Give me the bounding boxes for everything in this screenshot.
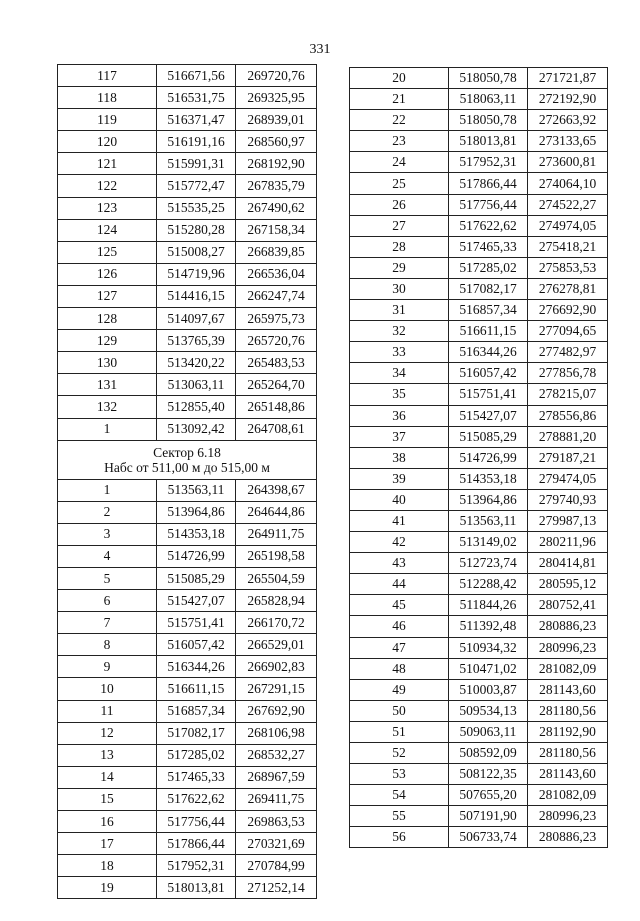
point-number-cell: 121 — [58, 153, 157, 175]
point-number-cell: 4 — [58, 545, 157, 567]
coordinate-x-cell: 515280,28 — [157, 219, 236, 241]
coordinate-x-cell: 515085,29 — [449, 426, 528, 447]
coordinate-y-cell: 274064,10 — [528, 173, 608, 194]
table-row — [58, 263, 317, 285]
point-number-cell: 20 — [350, 68, 449, 89]
coordinate-y-cell: 277856,78 — [528, 363, 608, 384]
table-row — [350, 447, 608, 468]
coordinate-y-cell: 280886,23 — [528, 827, 608, 848]
point-number-cell: 41 — [350, 510, 449, 531]
coordinate-x-cell: 517756,44 — [449, 194, 528, 215]
table-row — [58, 109, 317, 131]
coordinate-y-cell: 281192,90 — [528, 721, 608, 742]
point-number-cell: 6 — [58, 590, 157, 612]
coordinate-x-cell: 517866,44 — [449, 173, 528, 194]
point-number-cell: 43 — [350, 553, 449, 574]
coordinate-x-cell: 509534,13 — [449, 700, 528, 721]
table-row — [58, 175, 317, 197]
point-number-cell: 18 — [58, 855, 157, 877]
point-number-cell: 45 — [350, 595, 449, 616]
point-number-cell: 50 — [350, 700, 449, 721]
table-row — [58, 523, 317, 545]
coordinate-y-cell: 266170,72 — [236, 612, 317, 634]
table-row — [58, 833, 317, 855]
table-row — [350, 721, 608, 742]
coordinate-y-cell: 268939,01 — [236, 109, 317, 131]
coordinate-x-cell: 515085,29 — [157, 567, 236, 589]
coordinate-y-cell: 278215,07 — [528, 384, 608, 405]
point-number-cell: 47 — [350, 637, 449, 658]
table-row — [350, 68, 608, 89]
point-number-cell: 16 — [58, 811, 157, 833]
point-number-cell: 53 — [350, 764, 449, 785]
coordinate-y-cell: 271721,87 — [528, 68, 608, 89]
coordinate-x-cell: 516857,34 — [449, 300, 528, 321]
table-row — [350, 278, 608, 299]
point-number-cell: 9 — [58, 656, 157, 678]
coordinate-x-cell: 514726,99 — [449, 447, 528, 468]
coordinate-x-cell: 515991,31 — [157, 153, 236, 175]
coordinate-x-cell: 515772,47 — [157, 175, 236, 197]
table-row — [58, 241, 317, 263]
coordinate-y-cell: 281143,60 — [528, 764, 608, 785]
coordinate-x-cell: 516611,15 — [157, 678, 236, 700]
point-number-cell: 51 — [350, 721, 449, 742]
point-number-cell: 1 — [58, 479, 157, 501]
table-row — [350, 342, 608, 363]
table-row — [58, 330, 317, 352]
table-row — [58, 634, 317, 656]
coordinate-x-cell: 512723,74 — [449, 553, 528, 574]
point-number-cell: 8 — [58, 634, 157, 656]
coordinate-x-cell: 513092,42 — [157, 418, 236, 440]
table-row — [350, 553, 608, 574]
coordinate-y-cell: 273133,65 — [528, 131, 608, 152]
coordinate-y-cell: 279740,93 — [528, 489, 608, 510]
point-number-cell: 46 — [350, 616, 449, 637]
coordinate-x-cell: 518013,81 — [449, 131, 528, 152]
point-number-cell: 42 — [350, 532, 449, 553]
table-row — [58, 131, 317, 153]
coordinate-x-cell: 515751,41 — [157, 612, 236, 634]
table-row — [350, 363, 608, 384]
coordinate-y-cell: 266247,74 — [236, 285, 317, 307]
sector-header-row — [58, 440, 317, 479]
point-number-cell: 122 — [58, 175, 157, 197]
point-number-cell: 30 — [350, 278, 449, 299]
coordinate-x-cell: 507655,20 — [449, 785, 528, 806]
coordinate-x-cell: 518050,78 — [449, 68, 528, 89]
coordinate-x-cell: 517952,31 — [449, 152, 528, 173]
coordinate-y-cell: 278556,86 — [528, 405, 608, 426]
coordinate-y-cell: 264708,61 — [236, 418, 317, 440]
table-row — [58, 87, 317, 109]
coordinate-x-cell: 514416,15 — [157, 285, 236, 307]
table-row — [350, 384, 608, 405]
coordinate-y-cell: 267835,79 — [236, 175, 317, 197]
coordinate-y-cell: 279474,05 — [528, 468, 608, 489]
table-row — [58, 352, 317, 374]
coordinate-y-cell: 281082,09 — [528, 785, 608, 806]
point-number-cell: 120 — [58, 131, 157, 153]
point-number-cell: 29 — [350, 257, 449, 278]
point-number-cell: 125 — [58, 241, 157, 263]
point-number-cell: 28 — [350, 236, 449, 257]
point-number-cell: 48 — [350, 658, 449, 679]
point-number-cell: 21 — [350, 89, 449, 110]
table-row — [350, 595, 608, 616]
coordinate-y-cell: 280996,23 — [528, 637, 608, 658]
coordinate-x-cell: 512288,42 — [449, 574, 528, 595]
coordinate-y-cell: 266839,85 — [236, 241, 317, 263]
table-row — [350, 468, 608, 489]
coordinate-y-cell: 265148,86 — [236, 396, 317, 418]
table-row — [350, 764, 608, 785]
coordinate-x-cell: 516057,42 — [157, 634, 236, 656]
coordinate-y-cell: 268967,59 — [236, 766, 317, 788]
coordinate-x-cell: 514726,99 — [157, 545, 236, 567]
point-number-cell: 35 — [350, 384, 449, 405]
point-number-cell: 22 — [350, 110, 449, 131]
table-row — [350, 173, 608, 194]
table-row — [350, 658, 608, 679]
coordinate-x-cell: 516671,56 — [157, 65, 236, 87]
coordinate-x-cell: 507191,90 — [449, 806, 528, 827]
table-row — [350, 300, 608, 321]
table-row — [58, 678, 317, 700]
coordinate-x-cell: 514353,18 — [157, 523, 236, 545]
coordinate-x-cell: 517952,31 — [157, 855, 236, 877]
coordinates-table-left — [57, 64, 317, 899]
table-row — [350, 637, 608, 658]
coordinate-y-cell: 265504,59 — [236, 567, 317, 589]
coordinate-y-cell: 264911,75 — [236, 523, 317, 545]
coordinate-x-cell: 517756,44 — [157, 811, 236, 833]
coordinate-y-cell: 278881,20 — [528, 426, 608, 447]
coordinate-y-cell: 281180,56 — [528, 700, 608, 721]
table-row — [350, 510, 608, 531]
table-row — [350, 405, 608, 426]
coordinate-x-cell: 513563,11 — [157, 479, 236, 501]
coordinate-y-cell: 273600,81 — [528, 152, 608, 173]
coordinate-y-cell: 269863,53 — [236, 811, 317, 833]
point-number-cell: 14 — [58, 766, 157, 788]
coordinate-y-cell: 268532,27 — [236, 744, 317, 766]
point-number-cell: 32 — [350, 321, 449, 342]
coordinate-y-cell: 274974,05 — [528, 215, 608, 236]
coordinate-y-cell: 280211,96 — [528, 532, 608, 553]
point-number-cell: 128 — [58, 308, 157, 330]
table-row — [350, 131, 608, 152]
coordinate-x-cell: 517866,44 — [157, 833, 236, 855]
point-number-cell: 15 — [58, 788, 157, 810]
coordinate-y-cell: 266529,01 — [236, 634, 317, 656]
coordinate-x-cell: 516057,42 — [449, 363, 528, 384]
coordinate-y-cell: 274522,27 — [528, 194, 608, 215]
coordinate-y-cell: 268192,90 — [236, 153, 317, 175]
table-row — [58, 700, 317, 722]
coordinate-y-cell: 266536,04 — [236, 263, 317, 285]
coordinate-x-cell: 517465,33 — [157, 766, 236, 788]
table-row — [58, 612, 317, 634]
point-number-cell: 25 — [350, 173, 449, 194]
coordinate-y-cell: 276692,90 — [528, 300, 608, 321]
point-number-cell: 44 — [350, 574, 449, 595]
point-number-cell: 117 — [58, 65, 157, 87]
point-number-cell: 23 — [350, 131, 449, 152]
coordinate-y-cell: 279187,21 — [528, 447, 608, 468]
table-row — [58, 722, 317, 744]
table-row — [350, 679, 608, 700]
coordinate-x-cell: 510934,32 — [449, 637, 528, 658]
point-number-cell: 5 — [58, 567, 157, 589]
table-row — [350, 616, 608, 637]
table-row — [58, 501, 317, 523]
table-row — [350, 89, 608, 110]
point-number-cell: 131 — [58, 374, 157, 396]
table-row — [350, 426, 608, 447]
point-number-cell: 34 — [350, 363, 449, 384]
coordinate-x-cell: 518050,78 — [449, 110, 528, 131]
point-number-cell: 56 — [350, 827, 449, 848]
point-number-cell: 36 — [350, 405, 449, 426]
coordinate-y-cell: 280595,12 — [528, 574, 608, 595]
coordinate-x-cell: 511392,48 — [449, 616, 528, 637]
coordinate-x-cell: 511844,26 — [449, 595, 528, 616]
coordinate-y-cell: 280996,23 — [528, 806, 608, 827]
coordinate-y-cell: 269411,75 — [236, 788, 317, 810]
table-row — [58, 545, 317, 567]
coordinate-x-cell: 517082,17 — [157, 722, 236, 744]
coordinate-x-cell: 513964,86 — [157, 501, 236, 523]
coordinate-x-cell: 508122,35 — [449, 764, 528, 785]
coordinate-x-cell: 512855,40 — [157, 396, 236, 418]
coordinate-y-cell: 265483,53 — [236, 352, 317, 374]
coordinate-x-cell: 517622,62 — [449, 215, 528, 236]
point-number-cell: 54 — [350, 785, 449, 806]
page-number: 331 — [309, 42, 331, 57]
coordinate-y-cell: 266902,83 — [236, 656, 317, 678]
table-row — [58, 65, 317, 87]
coordinate-y-cell: 269720,76 — [236, 65, 317, 87]
coordinate-y-cell: 280414,81 — [528, 553, 608, 574]
coordinate-y-cell: 275418,21 — [528, 236, 608, 257]
point-number-cell: 39 — [350, 468, 449, 489]
coordinate-x-cell: 513063,11 — [157, 374, 236, 396]
table-row — [350, 194, 608, 215]
coordinate-y-cell: 267692,90 — [236, 700, 317, 722]
coordinate-x-cell: 513149,02 — [449, 532, 528, 553]
point-number-cell: 123 — [58, 197, 157, 219]
point-number-cell: 19 — [58, 877, 157, 899]
coordinate-y-cell: 265264,70 — [236, 374, 317, 396]
table-row — [350, 236, 608, 257]
table-row — [58, 153, 317, 175]
coordinate-y-cell: 268560,97 — [236, 131, 317, 153]
point-number-cell: 52 — [350, 743, 449, 764]
coordinate-y-cell: 267158,34 — [236, 219, 317, 241]
point-number-cell: 49 — [350, 679, 449, 700]
coordinate-x-cell: 517285,02 — [449, 257, 528, 278]
point-number-cell: 26 — [350, 194, 449, 215]
point-number-cell: 129 — [58, 330, 157, 352]
coordinate-y-cell: 264644,86 — [236, 501, 317, 523]
point-number-cell: 31 — [350, 300, 449, 321]
table-row — [58, 396, 317, 418]
point-number-cell: 130 — [58, 352, 157, 374]
table-row — [350, 785, 608, 806]
coordinate-x-cell: 515751,41 — [449, 384, 528, 405]
point-number-cell: 118 — [58, 87, 157, 109]
table-row — [58, 766, 317, 788]
table-row — [58, 308, 317, 330]
table-row — [350, 806, 608, 827]
table-row — [58, 855, 317, 877]
coordinate-y-cell: 275853,53 — [528, 257, 608, 278]
coordinate-y-cell: 265198,58 — [236, 545, 317, 567]
point-number-cell: 1 — [58, 418, 157, 440]
point-number-cell: 119 — [58, 109, 157, 131]
table-row — [350, 574, 608, 595]
coordinate-x-cell: 516191,16 — [157, 131, 236, 153]
table-row — [350, 743, 608, 764]
table-row — [58, 285, 317, 307]
coordinate-x-cell: 515008,27 — [157, 241, 236, 263]
coordinate-x-cell: 516531,75 — [157, 87, 236, 109]
coordinate-x-cell: 514097,67 — [157, 308, 236, 330]
table-row — [350, 110, 608, 131]
point-number-cell: 17 — [58, 833, 157, 855]
coordinate-y-cell: 280886,23 — [528, 616, 608, 637]
coordinate-x-cell: 509063,11 — [449, 721, 528, 742]
coordinate-y-cell: 272663,92 — [528, 110, 608, 131]
coordinate-y-cell: 279987,13 — [528, 510, 608, 531]
coordinate-y-cell: 265720,76 — [236, 330, 317, 352]
table-row — [58, 374, 317, 396]
table-row — [350, 700, 608, 721]
coordinate-x-cell: 513964,86 — [449, 489, 528, 510]
coordinate-x-cell: 513765,39 — [157, 330, 236, 352]
coordinate-x-cell: 513420,22 — [157, 352, 236, 374]
point-number-cell: 2 — [58, 501, 157, 523]
coordinate-y-cell: 267291,15 — [236, 678, 317, 700]
point-number-cell: 12 — [58, 722, 157, 744]
coordinate-y-cell: 265828,94 — [236, 590, 317, 612]
coordinate-y-cell: 280752,41 — [528, 595, 608, 616]
table-row — [350, 321, 608, 342]
table-row — [350, 152, 608, 173]
table-row — [58, 567, 317, 589]
table-row — [58, 418, 317, 440]
point-number-cell: 7 — [58, 612, 157, 634]
point-number-cell: 27 — [350, 215, 449, 236]
point-number-cell: 3 — [58, 523, 157, 545]
coordinate-x-cell: 508592,09 — [449, 743, 528, 764]
coordinate-x-cell: 517622,62 — [157, 788, 236, 810]
point-number-cell: 13 — [58, 744, 157, 766]
point-number-cell: 37 — [350, 426, 449, 447]
coordinate-y-cell: 271252,14 — [236, 877, 317, 899]
coordinate-x-cell: 510471,02 — [449, 658, 528, 679]
coordinate-y-cell: 272192,90 — [528, 89, 608, 110]
table-row — [58, 877, 317, 899]
coordinate-y-cell: 277482,97 — [528, 342, 608, 363]
coordinate-y-cell: 268106,98 — [236, 722, 317, 744]
coordinate-x-cell: 518063,11 — [449, 89, 528, 110]
coordinate-x-cell: 515535,25 — [157, 197, 236, 219]
coordinate-x-cell: 510003,87 — [449, 679, 528, 700]
table-row — [58, 788, 317, 810]
table-row — [58, 656, 317, 678]
coordinate-y-cell: 281143,60 — [528, 679, 608, 700]
coordinate-y-cell: 265975,73 — [236, 308, 317, 330]
table-row — [350, 215, 608, 236]
coordinate-y-cell: 276278,81 — [528, 278, 608, 299]
sector-elevation-range: Набс от 511,00 м до 515,00 м — [104, 459, 270, 475]
coordinate-x-cell: 515427,07 — [449, 405, 528, 426]
point-number-cell: 127 — [58, 285, 157, 307]
coordinates-table-right — [349, 67, 608, 848]
point-number-cell: 126 — [58, 263, 157, 285]
point-number-cell: 24 — [350, 152, 449, 173]
table-row — [58, 479, 317, 501]
coordinate-x-cell: 518013,81 — [157, 877, 236, 899]
point-number-cell: 10 — [58, 678, 157, 700]
coordinate-x-cell: 506733,74 — [449, 827, 528, 848]
point-number-cell: 55 — [350, 806, 449, 827]
coordinate-x-cell: 516371,47 — [157, 109, 236, 131]
table-row — [350, 257, 608, 278]
point-number-cell: 33 — [350, 342, 449, 363]
table-row — [58, 197, 317, 219]
point-number-cell: 11 — [58, 700, 157, 722]
coordinate-x-cell: 517285,02 — [157, 744, 236, 766]
coordinate-y-cell: 270321,69 — [236, 833, 317, 855]
coordinate-y-cell: 270784,99 — [236, 855, 317, 877]
coordinate-y-cell: 267490,62 — [236, 197, 317, 219]
sector-header — [58, 440, 317, 479]
coordinate-y-cell: 281180,56 — [528, 743, 608, 764]
coordinate-x-cell: 516344,26 — [449, 342, 528, 363]
table-row — [350, 827, 608, 848]
coordinate-y-cell: 277094,65 — [528, 321, 608, 342]
coordinate-x-cell: 517465,33 — [449, 236, 528, 257]
coordinate-x-cell: 513563,11 — [449, 510, 528, 531]
sector-title: Сектор 6.18 — [153, 444, 221, 460]
point-number-cell: 40 — [350, 489, 449, 510]
coordinate-x-cell: 516611,15 — [449, 321, 528, 342]
table-row — [58, 590, 317, 612]
point-number-cell: 124 — [58, 219, 157, 241]
coordinate-y-cell: 264398,67 — [236, 479, 317, 501]
coordinate-x-cell: 515427,07 — [157, 590, 236, 612]
coordinate-x-cell: 516857,34 — [157, 700, 236, 722]
coordinate-x-cell: 516344,26 — [157, 656, 236, 678]
coordinate-y-cell: 281082,09 — [528, 658, 608, 679]
table-row — [350, 532, 608, 553]
coordinate-x-cell: 514719,96 — [157, 263, 236, 285]
point-number-cell: 38 — [350, 447, 449, 468]
coordinate-x-cell: 517082,17 — [449, 278, 528, 299]
coordinate-x-cell: 514353,18 — [449, 468, 528, 489]
table-row — [350, 489, 608, 510]
table-row — [58, 744, 317, 766]
table-row — [58, 219, 317, 241]
table-row — [58, 811, 317, 833]
point-number-cell: 132 — [58, 396, 157, 418]
coordinate-y-cell: 269325,95 — [236, 87, 317, 109]
